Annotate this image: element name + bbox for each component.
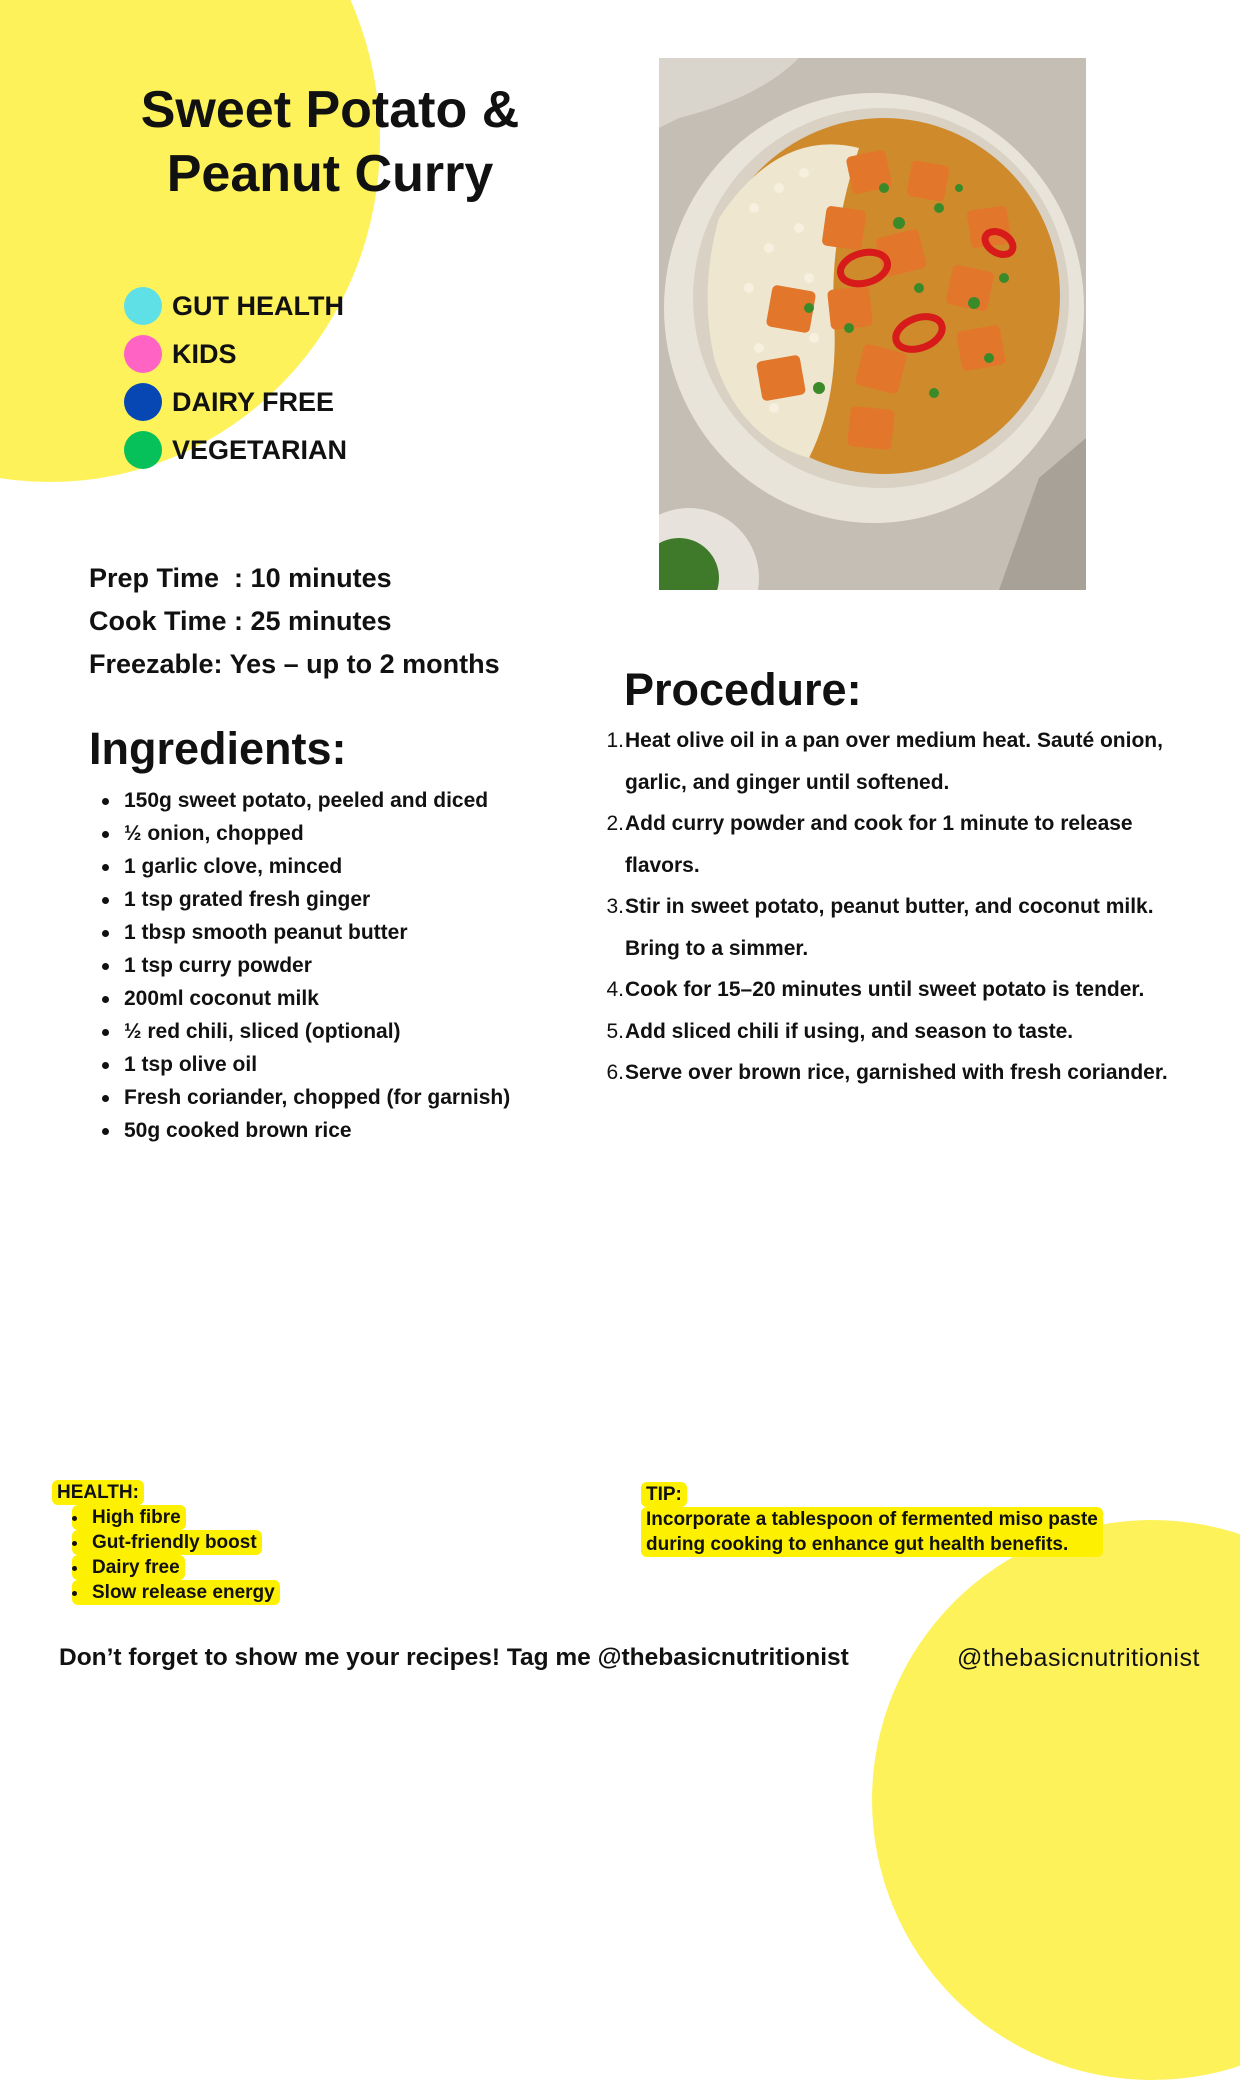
ingredient-item: 150g sweet potato, peeled and diced [124, 784, 510, 817]
footer-call-to-action: Don’t forget to show me your recipes! Tag me @thebasicnutritionist [59, 1644, 849, 1671]
ingredient-item: Fresh coriander, chopped (for garnish) [124, 1081, 510, 1114]
tag-label: VEGETARIAN [172, 434, 348, 465]
ingredient-item: 1 garlic clove, minced [124, 850, 510, 883]
diet-tags [124, 282, 347, 474]
ingredients-heading: Ingredients: [89, 723, 347, 774]
ingredient-item: 1 tsp grated fresh ginger [124, 883, 510, 916]
tag-dot-icon [124, 383, 162, 421]
health-benefit-item [72, 1530, 280, 1555]
step-number: 1. [606, 729, 624, 752]
decorative-yellow-circle-bottom [872, 1520, 1240, 2080]
ingredient-item: 1 tsp olive oil [124, 1048, 510, 1081]
procedure-step [600, 720, 1210, 803]
step-number: 3. [606, 895, 624, 918]
procedure-step [600, 969, 1210, 1011]
tip-box [641, 1482, 1103, 1557]
tag-label: GUT HEALTH [172, 290, 344, 321]
recipe-title-line-1: Sweet Potato & [140, 81, 520, 139]
step-text: Stir in sweet potato, peanut butter, and coconut milk. Bring to a simmer. [625, 895, 1154, 960]
tip-heading: TIP: [641, 1482, 687, 1507]
tag-dot-icon [124, 287, 162, 325]
procedure-step [600, 1052, 1210, 1094]
health-benefit-item [72, 1580, 280, 1605]
step-number: 4. [606, 978, 624, 1001]
health-benefit-text: Slow release energy [72, 1580, 280, 1605]
tag-dot-icon [124, 431, 162, 469]
health-benefit-text: Gut-friendly boost [72, 1530, 262, 1555]
social-handle: @thebasicnutritionist [957, 1644, 1200, 1672]
health-benefits-list [72, 1505, 280, 1605]
tag-vegetarian [124, 426, 347, 474]
ingredient-item: ½ red chili, sliced (optional) [124, 1015, 510, 1048]
ingredient-item: 1 tbsp smooth peanut butter [124, 916, 510, 949]
ingredient-item: ½ onion, chopped [124, 817, 510, 850]
recipe-title-line-2: Peanut Curry [166, 145, 494, 203]
procedure-step [600, 1011, 1210, 1053]
health-heading: HEALTH: [52, 1480, 144, 1505]
procedure-heading: Procedure: [624, 664, 862, 715]
health-benefit-text: High fibre [72, 1505, 186, 1530]
ingredient-item: 200ml coconut milk [124, 982, 510, 1015]
curry-photo [659, 58, 1086, 590]
tag-dairy-free [124, 378, 347, 426]
step-number: 2. [606, 812, 624, 835]
ingredient-item: 50g cooked brown rice [124, 1114, 510, 1147]
recipe-times [89, 557, 500, 686]
tip-body [641, 1507, 1103, 1557]
step-number: 6. [606, 1061, 624, 1084]
tag-kids [124, 330, 347, 378]
ingredient-item: 1 tsp curry powder [124, 949, 510, 982]
step-number: 5. [606, 1019, 624, 1043]
cook-time: Cook Time : 25 minutes [89, 606, 392, 636]
tip-line-1: Incorporate a tablespoon of fermented miso paste [646, 1509, 1098, 1530]
tag-dot-icon [124, 335, 162, 373]
step-text: Serve over brown rice, garnished with fresh coriander. [625, 1061, 1168, 1084]
recipe-title [90, 78, 570, 206]
tip-line-2: during cooking to enhance gut health benefits. [646, 1534, 1069, 1555]
procedure-step [600, 886, 1210, 969]
tag-label: KIDS [172, 338, 237, 369]
step-text: Cook for 15–20 minutes until sweet potato is tender. [625, 978, 1145, 1001]
step-text: Heat olive oil in a pan over medium heat. Sauté onion, garlic, and ginger until softened. [625, 729, 1163, 794]
prep-time: Prep Time : 10 minutes [89, 563, 392, 593]
tag-label: DAIRY FREE [172, 386, 335, 417]
ingredients-list [124, 784, 510, 1147]
health-benefit-text: Dairy free [72, 1555, 185, 1580]
health-benefit-item [72, 1505, 280, 1530]
freezable-info: Freezable: Yes – up to 2 months [89, 649, 500, 679]
step-text: Add sliced chili if using, and season to taste. [625, 1019, 1074, 1043]
procedure-step [600, 803, 1210, 886]
health-benefit-item [72, 1555, 280, 1580]
procedure-list [600, 720, 1210, 1094]
tag-gut-health [124, 282, 347, 330]
curry-bowl-illustration [659, 58, 1086, 590]
step-text: Add curry powder and cook for 1 minute to release flavors. [625, 812, 1133, 877]
health-box [52, 1480, 280, 1605]
